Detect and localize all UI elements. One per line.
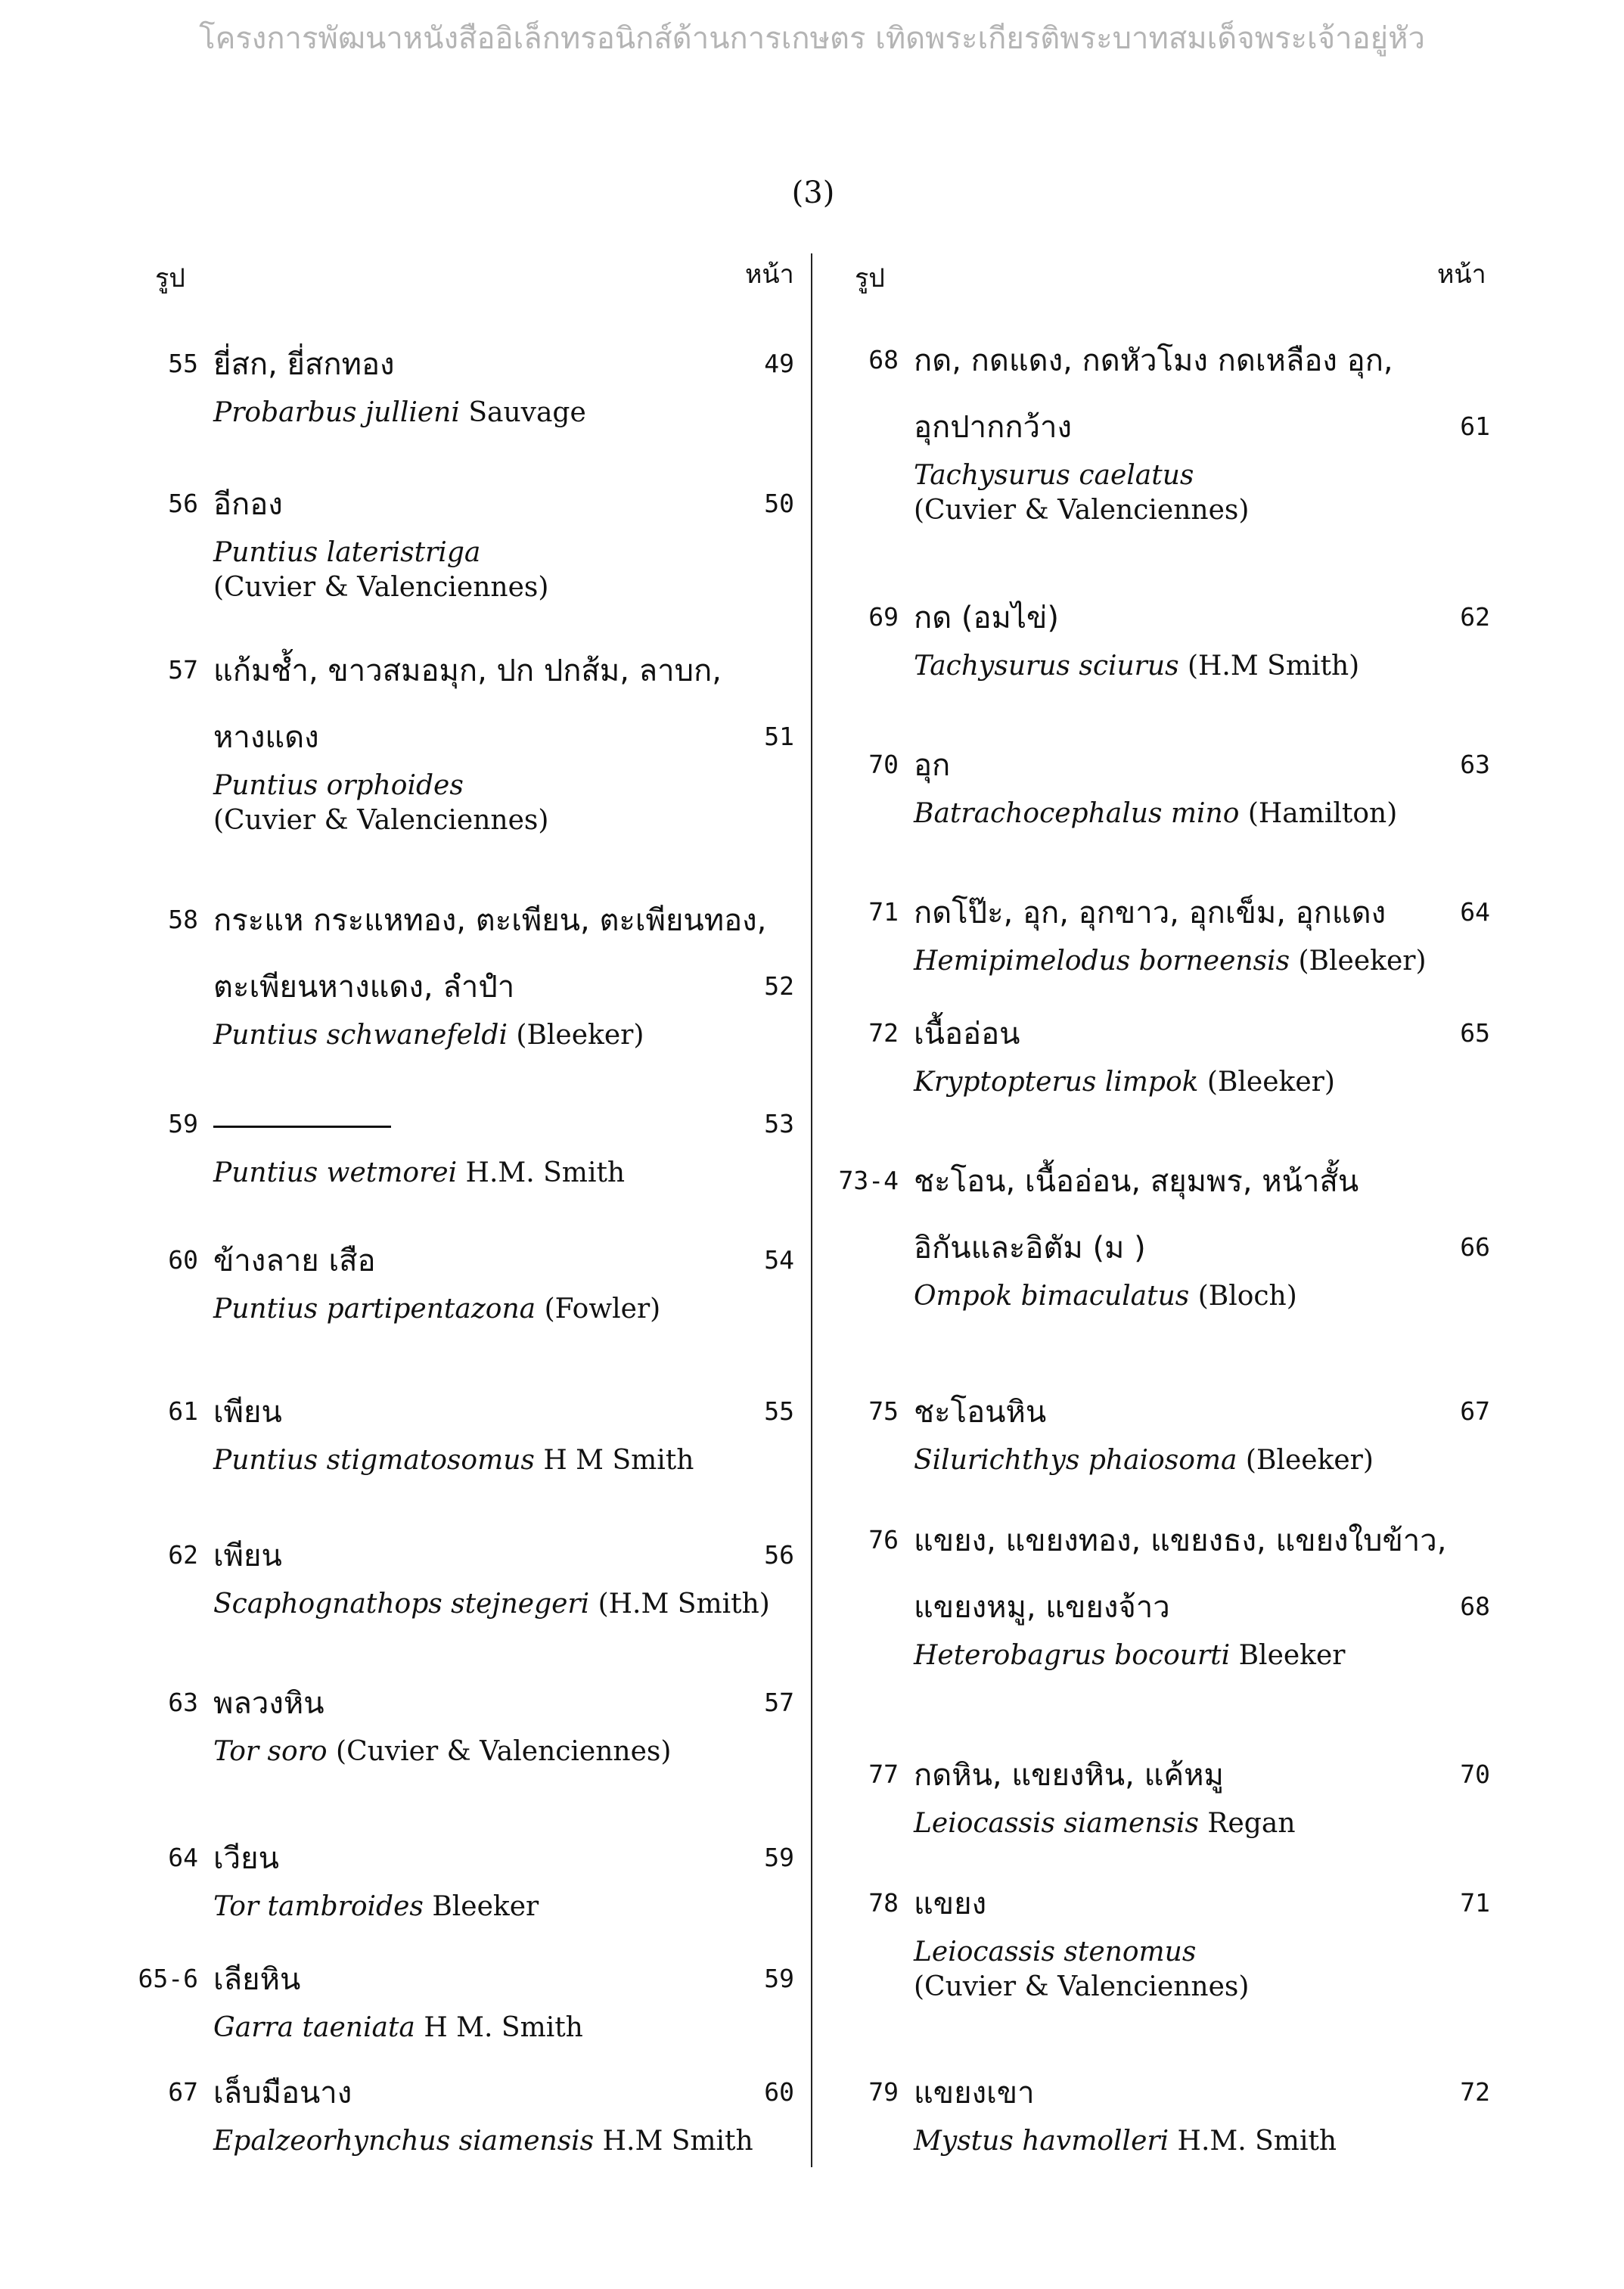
species-author: H.M. Smith	[457, 1157, 626, 1188]
entry-number: 78	[868, 1888, 899, 1918]
species-author: (Bleeker)	[507, 1020, 644, 1051]
species-binomial: Leiocassis siamensis	[914, 1808, 1199, 1839]
species-author: H.M Smith	[594, 2126, 753, 2157]
page-ref: 60	[764, 2077, 794, 2107]
right-fig-label: รูป	[855, 263, 885, 294]
species-binomial: Leiocassis stenomus	[914, 1936, 1197, 1968]
column-divider	[811, 253, 812, 2167]
page-ref: 54	[764, 1245, 794, 1275]
entry-number: 62	[168, 1540, 198, 1570]
species-binomial: Puntius stigmatosomus	[213, 1445, 535, 1476]
scientific-name	[914, 2126, 1337, 2157]
species-author: (H.M Smith)	[1178, 651, 1360, 682]
scientific-name	[914, 460, 1194, 491]
scientific-name	[914, 946, 1427, 977]
species-binomial: Puntius wetmorei	[213, 1157, 458, 1188]
thai-name: เวียน	[213, 1841, 279, 1876]
thai-name: กด, กดแดง, กดหัวโมง กดเหลือง อุก,	[914, 343, 1393, 378]
thai-name: ยี่สก, ยี่สกทอง	[213, 347, 395, 382]
page-ref: 71	[1460, 1888, 1490, 1918]
species-author: (H.M Smith)	[589, 1589, 770, 1620]
scientific-name	[213, 770, 464, 801]
scientific-name	[213, 1891, 539, 1922]
page-ref: 72	[1460, 2077, 1490, 2107]
entry-number: 65-6	[138, 1964, 198, 1993]
scientific-name	[914, 1640, 1346, 1671]
page-ref: 63	[1460, 750, 1490, 779]
page-ref: 52	[764, 971, 794, 1001]
species-binomial: Puntius orphoides	[213, 770, 464, 801]
thai-name: แขยงเขา	[914, 2076, 1035, 2110]
species-author: H.M. Smith	[1169, 2126, 1337, 2157]
thai-name-cont: แขยงหมู, แขยงจ้าว	[914, 1590, 1170, 1625]
page-ref: 66	[1460, 1232, 1490, 1262]
entry-number: 56	[168, 489, 198, 518]
entry-number: 79	[868, 2077, 899, 2107]
page-ref: 55	[764, 1396, 794, 1426]
thai-name: แก้มช้ำ, ขาวสมอมุก, ปก ปกส้ม, ลาบก,	[213, 654, 722, 688]
thai-name-cont: อิกันและอิตัม (ม )	[914, 1231, 1146, 1266]
scientific-name	[914, 1808, 1296, 1839]
species-binomial: Tachysurus sciurus	[914, 651, 1179, 682]
species-author: (Bloch)	[1189, 1281, 1297, 1312]
species-binomial: Puntius partipentazona	[213, 1294, 536, 1325]
page-ref: 61	[1460, 412, 1490, 441]
scientific-name	[213, 537, 480, 568]
scientific-name	[914, 1936, 1196, 1968]
species-author: H M. Smith	[415, 2012, 583, 2043]
species-binomial: Silurichthys phaiosoma	[914, 1445, 1237, 1476]
page-ref: 56	[764, 1540, 794, 1570]
entry-number: 75	[868, 1396, 899, 1426]
entry-number: 67	[168, 2077, 198, 2107]
species-author: (Hamilton)	[1239, 798, 1398, 829]
entry-number: 60	[168, 1245, 198, 1275]
page-ref: 70	[1460, 1759, 1490, 1789]
species-binomial: Tor soro	[213, 1736, 328, 1767]
entry-number: 76	[868, 1525, 899, 1554]
scientific-name	[213, 1157, 625, 1188]
species-binomial: Garra taeniata	[213, 2012, 415, 2043]
scientific-name	[213, 397, 586, 428]
species-binomial: Kryptopterus limpok	[914, 1067, 1199, 1098]
species-binomial: Tor tambroides	[213, 1891, 424, 1922]
species-author: (Cuvier & Valenciennes)	[327, 1736, 672, 1767]
thai-name: แขยง	[914, 1887, 987, 1921]
page-ref: 51	[764, 722, 794, 751]
thai-name: กระแห กระแหทอง, ตะเพียน, ตะเพียนทอง,	[213, 903, 767, 938]
scientific-name	[914, 651, 1359, 682]
species-author-cont: (Cuvier & Valenciennes)	[914, 1971, 1250, 2002]
page-ref: 50	[764, 489, 794, 518]
scientific-name	[213, 1445, 694, 1476]
entry-number: 58	[168, 905, 198, 934]
species-author-cont: (Cuvier & Valenciennes)	[213, 572, 549, 603]
entry-number: 69	[868, 602, 899, 632]
entry-number: 61	[168, 1396, 198, 1426]
entry-number: 55	[168, 349, 198, 378]
entry-number: 57	[168, 655, 198, 685]
species-author: Bleeker	[423, 1891, 539, 1922]
page-number: (3)	[791, 175, 835, 210]
page-ref: 64	[1460, 897, 1490, 927]
page-ref: 59	[764, 1843, 794, 1872]
thai-name: เล็บมือนาง	[213, 2076, 352, 2110]
left-fig-label: รูป	[155, 263, 185, 294]
scientific-name	[914, 1067, 1335, 1098]
scientific-name	[914, 1445, 1374, 1476]
species-binomial: Probarbus jullieni	[213, 397, 460, 428]
species-author: (Bleeker)	[1237, 1445, 1374, 1476]
species-binomial: Hemipimelodus borneensis	[914, 946, 1290, 977]
scientific-name	[213, 1020, 644, 1051]
thai-name: เนื้ออ่อน	[914, 1017, 1020, 1051]
page-ref: 59	[764, 1964, 794, 1993]
page-ref: 67	[1460, 1396, 1490, 1426]
species-author: Sauvage	[459, 397, 586, 428]
entry-number: 59	[168, 1109, 198, 1138]
page-ref: 53	[764, 1109, 794, 1138]
scientific-name	[213, 1736, 671, 1767]
thai-name: ข้างลาย เสือ	[213, 1244, 376, 1278]
species-binomial: Mystus havmolleri	[914, 2126, 1169, 2157]
blank-name-dash	[213, 1126, 391, 1128]
page-ref: 57	[764, 1688, 794, 1717]
page-ref: 65	[1460, 1018, 1490, 1048]
page-ref: 49	[764, 349, 794, 378]
thai-name: พลวงหิน	[213, 1686, 324, 1721]
thai-name: เพียน	[213, 1539, 282, 1573]
thai-name: กดหิน, แขยงหิน, แค้หมู	[914, 1758, 1224, 1793]
thai-name: อุก	[914, 748, 951, 783]
thai-name: ชะโอนหิน	[914, 1395, 1047, 1430]
species-binomial: Epalzeorhynchus siamensis	[213, 2126, 595, 2157]
entry-number: 64	[168, 1843, 198, 1872]
page-ref: 68	[1460, 1592, 1490, 1621]
thai-name: กด (อมไข่)	[914, 601, 1059, 635]
species-author: (Bleeker)	[1198, 1067, 1335, 1098]
species-binomial: Puntius schwanefeldi	[213, 1020, 508, 1051]
scientific-name	[213, 1589, 770, 1620]
species-author: H M Smith	[534, 1445, 694, 1476]
species-binomial: Ompok bimaculatus	[914, 1281, 1190, 1312]
entry-number: 68	[868, 345, 899, 374]
species-author-cont: (Cuvier & Valenciennes)	[914, 495, 1250, 526]
thai-name: กดโป๊ะ, อุก, อุกขาว, อุกเข็ม, อุกแดง	[914, 896, 1386, 930]
thai-name-cont: ตะเพียนหางแดง, ลำปำ	[213, 970, 515, 1005]
left-page-label: หน้า	[745, 259, 794, 290]
species-binomial: Scaphognathops stejnegeri	[213, 1589, 590, 1620]
species-binomial: Batrachocephalus mino	[914, 798, 1240, 829]
page-ref: 62	[1460, 602, 1490, 632]
entry-number: 70	[868, 750, 899, 779]
species-author: (Fowler)	[536, 1294, 661, 1325]
scientific-name	[914, 798, 1397, 829]
thai-name: เพียน	[213, 1395, 282, 1430]
scientific-name	[213, 2126, 753, 2157]
entry-number: 71	[868, 897, 899, 927]
entry-number: 73-4	[838, 1166, 899, 1195]
scientific-name	[213, 1294, 660, 1325]
thai-name: ชะโอน, เนื้ออ่อน, สยุมพร, หน้าสั้น	[914, 1164, 1359, 1199]
species-author-cont: (Cuvier & Valenciennes)	[213, 805, 549, 836]
entry-number: 77	[868, 1759, 899, 1789]
thai-name: เลียหิน	[213, 1962, 301, 1997]
species-author: Bleeker	[1230, 1640, 1346, 1671]
species-author: Regan	[1198, 1808, 1296, 1839]
entry-number: 72	[868, 1018, 899, 1048]
species-binomial: Heterobagrus bocourti	[914, 1640, 1231, 1671]
species-author: (Bleeker)	[1290, 946, 1427, 977]
page-header: โครงการพัฒนาหนังสืออิเล็กทรอนิกส์ด้านการเกษตร เทิดพระเกียรติพระบาทสมเด็จพระเจ้าอยู่หัว	[199, 21, 1425, 56]
thai-name-cont: หางแดง	[213, 720, 319, 755]
species-binomial: Tachysurus caelatus	[914, 460, 1194, 491]
thai-name-cont: อุกปากกว้าง	[914, 410, 1072, 445]
thai-name: แขยง, แขยงทอง, แขยงธง, แขยงใบข้าว,	[914, 1523, 1447, 1558]
scientific-name	[914, 1281, 1297, 1312]
entry-number: 63	[168, 1688, 198, 1717]
scientific-name	[213, 2012, 583, 2043]
thai-name: อีกอง	[213, 487, 283, 522]
species-binomial: Puntius lateristriga	[213, 537, 481, 568]
right-page-label: หน้า	[1437, 259, 1486, 290]
